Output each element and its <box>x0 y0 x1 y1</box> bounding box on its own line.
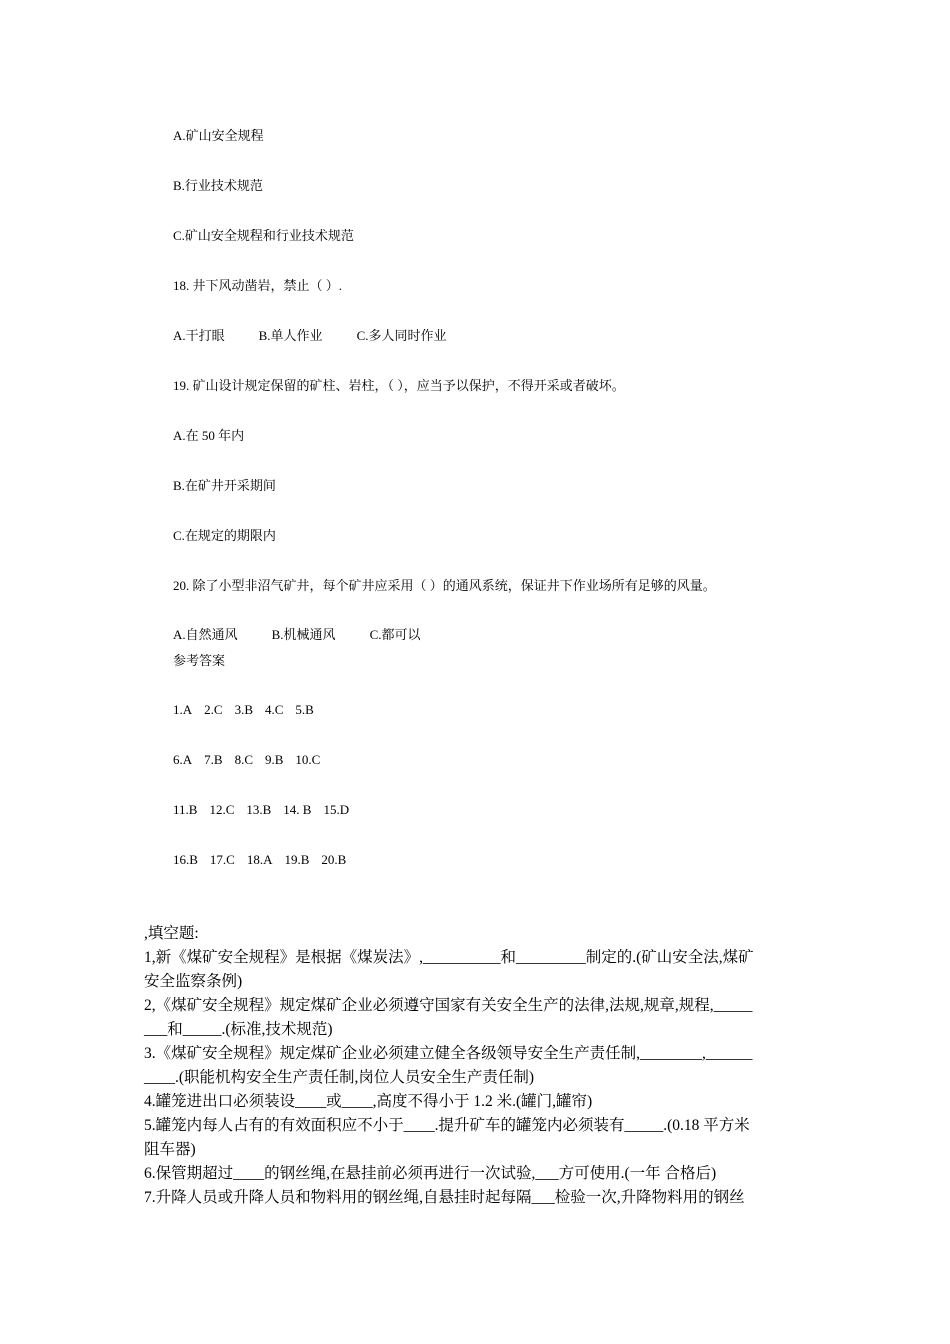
answer-item: 11.B <box>173 802 198 817</box>
q20-option-a: A.自然通风 <box>173 627 238 642</box>
q19-question: 19. 矿山设计规定保留的矿柱、岩柱，（ ），应当予以保护，不得开采或者破坏。 <box>173 378 625 393</box>
answer-item: 2.C <box>204 702 223 717</box>
q18-option-b: B.单人作业 <box>258 328 323 343</box>
q18-option-a: A.干打眼 <box>173 328 225 343</box>
answer-item: 9.B <box>264 752 284 767</box>
fill-blank-line: 2,《煤矿安全规程》规定煤矿企业必须遵守国家有关安全生产的法律,法规,规章,规程,_____ <box>144 997 753 1014</box>
fill-blank-item <box>144 946 806 994</box>
q20-option-b: B.机械通风 <box>271 627 336 642</box>
answer-item: 3.B <box>234 702 253 717</box>
q18-options <box>173 327 446 345</box>
answer-item: 19.B <box>284 852 310 867</box>
fill-blank-item <box>144 994 806 1042</box>
q18-question: 18. 井下风动凿岩，禁止（ ）. <box>173 278 343 293</box>
fill-blank-line: 6.保管期超过____的钢丝绳,在悬挂前必须再进行一次试验,___方可使用.(一年 合格后) <box>144 1165 717 1182</box>
answer-item: 7.B <box>204 752 223 767</box>
answer-item: 13.B <box>246 802 272 817</box>
answer-row <box>173 701 326 719</box>
q20-option-c: C.都可以 <box>369 627 421 642</box>
answer-item: 1.A <box>173 702 193 717</box>
answer-item: 5.B <box>295 702 314 717</box>
answer-item: 12.C <box>209 802 235 817</box>
answer-row <box>173 751 332 769</box>
answer-item: 18.A <box>246 852 273 867</box>
fill-blank-line: 阻车器) <box>144 1141 196 1158</box>
fill-blank-line: 5.罐笼内每人占有的有效面积应不小于____.提升矿车的罐笼内必须装有_____.(0.18 平方米 <box>144 1117 750 1134</box>
fill-blank-line: 4.罐笼进出口必须装设____或____,高度不得小于 1.2 米.(罐门,罐帘) <box>144 1093 593 1110</box>
q17-option-c: C.矿山安全规程和行业技术规范 <box>173 228 354 243</box>
q17-option-b: B.行业技术规范 <box>173 178 263 193</box>
q20-question: 20. 除了小型非沼气矿井，每个矿井应采用（ ）的通风系统，保证井下作业场所有足够的风量。 <box>173 578 716 593</box>
q19-option-a: A.在 50 年内 <box>173 428 245 443</box>
fill-blank-item <box>144 1114 806 1162</box>
answer-item: 6.A <box>173 752 193 767</box>
fill-blank-line: 安全监察条例) <box>144 973 243 990</box>
fill-blank-item <box>144 1042 806 1090</box>
answer-item: 10.C <box>295 752 321 767</box>
answer-item: 15.D <box>323 802 350 817</box>
q17-option-a: A.矿山安全规程 <box>173 128 264 143</box>
fill-blank-line: 1,新《煤矿安全规程》是根据《煤炭法》,__________和_________制定的.(矿山安全法,煤矿 <box>144 949 754 966</box>
q19-option-b: B.在矿井开采期间 <box>173 478 276 493</box>
fill-blank-line: 7.升降人员或升降人员和物料用的钢丝绳,自悬挂时起每隔___检验一次,升降物料用的钢丝 <box>144 1189 745 1206</box>
answer-item: 20.B <box>321 852 347 867</box>
fill-blank-list <box>144 946 806 1210</box>
fill-blank-line: 3.《煤矿安全规程》规定煤矿企业必须建立健全各级领导安全生产责任制,________,______ <box>144 1045 753 1062</box>
fill-blank-line: ____.(职能机构安全生产责任制,岗位人员安全生产责任制) <box>144 1069 535 1086</box>
answer-item: 14. B <box>283 802 312 817</box>
q18-option-c: C.多人同时作业 <box>356 328 447 343</box>
answers-heading: 参考答案 <box>173 653 226 668</box>
answer-item: 17.C <box>209 852 235 867</box>
answer-item: 4.C <box>264 702 284 717</box>
fill-blank-item <box>144 1090 806 1114</box>
answer-item: 16.B <box>173 852 198 867</box>
answer-item: 8.C <box>234 752 253 767</box>
fill-blank-line: ___和_____.(标准,技术规范) <box>144 1021 333 1038</box>
q20-options <box>173 626 420 644</box>
fill-blank-heading: ,填空题: <box>144 925 199 942</box>
answer-row <box>173 851 358 869</box>
q19-option-c: C.在规定的期限内 <box>173 528 276 543</box>
fill-blank-item <box>144 1162 806 1186</box>
answer-row <box>173 801 361 819</box>
fill-blank-item <box>144 1186 806 1210</box>
